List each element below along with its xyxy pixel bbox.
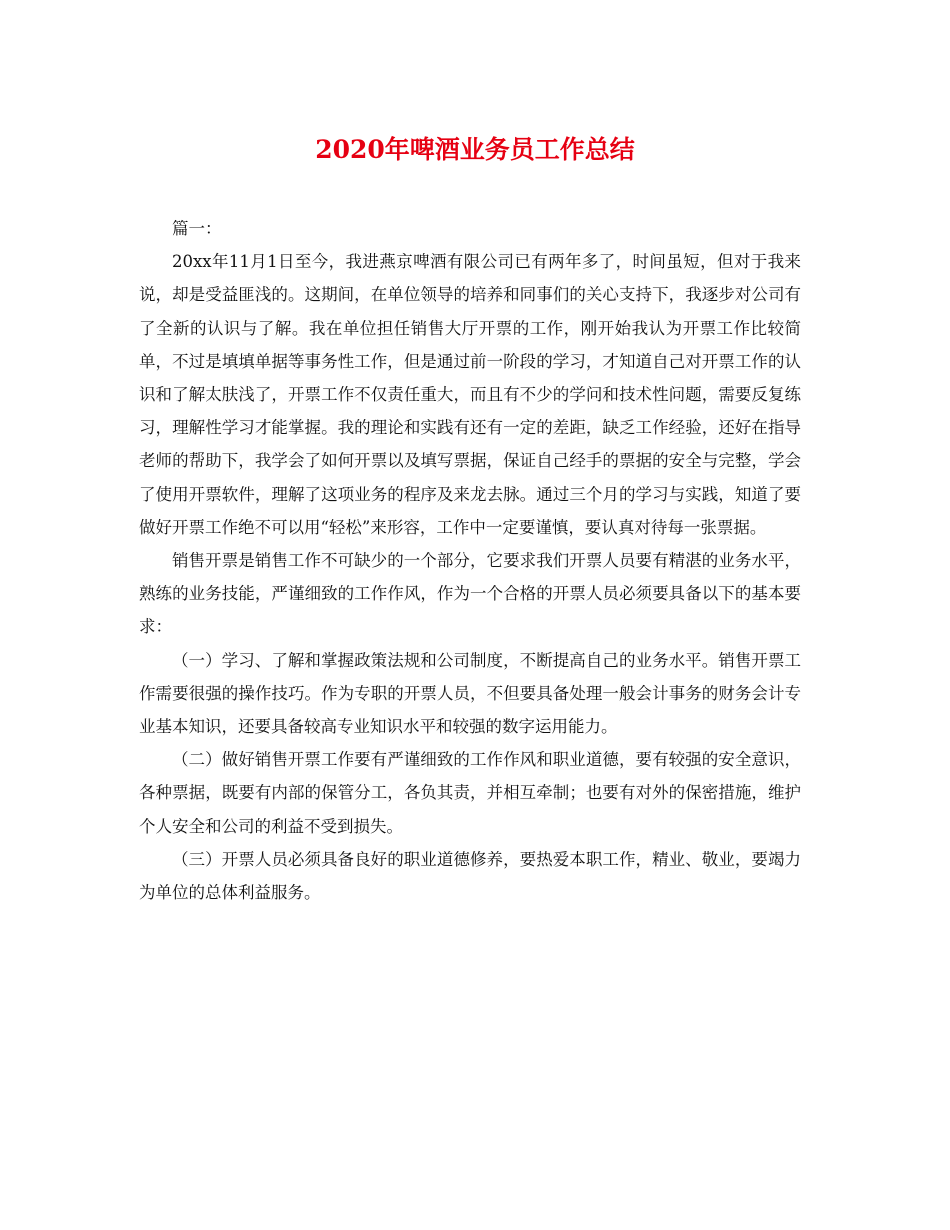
body-paragraph: 销售开票是销售工作不可缺少的一个部分，它要求我们开票人员要有精湛的业务水平，熟练的业务技能，严谨细致的工作作风，作为一个合格的开票人员必须要具备以下的基本要求：	[139, 551, 801, 637]
body-paragraph: （三）开票人员必须具备良好的职业道德修养，要热爱本职工作，精业、敬业，要竭力为单位的总体利益服务。	[139, 849, 801, 903]
document-body	[139, 212, 801, 909]
document-title: 2020年啤酒业务员工作总结	[315, 135, 635, 164]
section-heading: 篇一：	[172, 219, 222, 238]
body-paragraph: （二）做好销售开票工作要有严谨细致的工作作风和职业道德，要有较强的安全意识，各种票据，既要有内部的保管分工，各负其责，并相互牵制；也要有对外的保密措施，维护个人安全和公司的利益不受到损失。	[139, 750, 801, 836]
body-paragraph: 20xx年11月1日至今，我进燕京啤酒有限公司已有两年多了，时间虽短，但对于我来说，却是受益匪浅的。这期间，在单位领导的培养和同事们的关心支持下，我逐步对公司有了全新的认识与了解。我在单位担任销售大厅开票的工作，刚开始我认为开票工作比较简单，不过是填填单据等事务性工作，但是通过前一阶段的学习，才知道自己对开票工作的认识和了解太肤浅了，开票工作不仅责任重大，而且有不少的学问和技术性问题，需要反复练习，理解性学习才能掌握。我的理论和实践有还有一定的差距，缺乏工作经验，还好在指导老师的帮助下，我学会了如何开票以及填写票据，保证自己经手的票据的安全与完整，学会了使用开票软件，理解了这项业务的程序及来龙去脉。通过三个月的学习与实践，知道了要做好开票工作绝不可以用“轻松”来形容，工作中一定要谨慎，要认真对待每一张票据。	[139, 252, 801, 537]
body-paragraph: （一）学习、了解和掌握政策法规和公司制度，不断提高自己的业务水平。销售开票工作需要很强的操作技巧。作为专职的开票人员，不但要具备处理一般会计事务的财务会计专业基本知识，还要具备较高专业知识水平和较强的数字运用能力。	[139, 650, 801, 737]
